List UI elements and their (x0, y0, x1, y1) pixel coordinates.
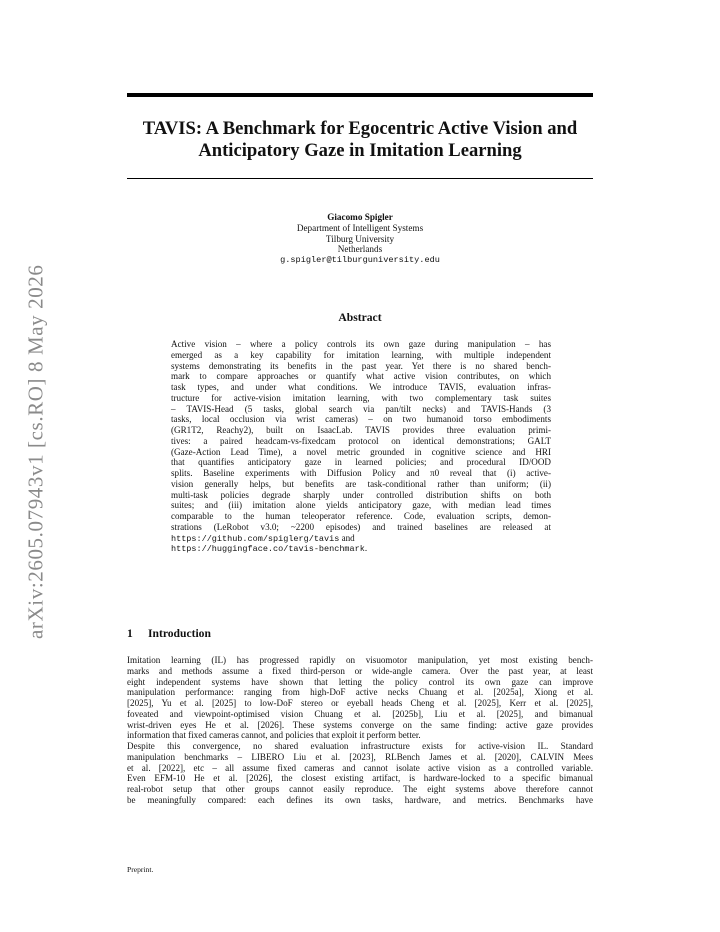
author-university: Tilburg University (325, 233, 395, 244)
paragraph-line: real-robot setup that other groups cannot easily reproduce. The eight systems above therefore cannot (127, 784, 593, 794)
abstract-line: emerged as a key capability for imitation learning, with multiple independent (171, 349, 551, 360)
paragraph-line: [2025], Yu et al. [2025] to low-DoF stereo or eyeball heads Cheng et al. [2025], Kerr et al. [2025], (127, 698, 593, 708)
author-name: Giacomo Spigler (327, 212, 393, 222)
paragraph-line: Even EFM-10 He et al. [2026], the closest existing artifact, is hardware-locked to a specific bimanual (127, 773, 593, 784)
abstract-line: mark to compare approaches or quantify what active vision contributes, on which (171, 371, 551, 382)
abstract-line: that quantifies anticipatory gaze in learned policies; and procedural ID/OOD (171, 457, 551, 468)
paragraph-line: et al. [2022], etc – all assume fixed cameras and cannot isolate active vision as a controlled variable. (127, 762, 593, 773)
abstract-line: suites; and (iii) imitation alone yields anticipatory gaze, with median lead times (171, 500, 551, 511)
title-bottom-rule (127, 178, 593, 179)
title-top-rule (127, 93, 593, 97)
author-block (127, 212, 593, 266)
abstract-body (171, 339, 551, 554)
paragraph-line: wrist-driven eyes He et al. [2026]. These systems converge on the same finding: active gaze provides (127, 719, 593, 730)
abstract-line: comparable to the human teleoperator reference. Code, evaluation scripts, demon- (171, 511, 551, 521)
abstract-line: multi-task policies degrade sharply under controlled distribution shifts on both (171, 489, 551, 500)
abstract-link-line (171, 533, 551, 544)
abstract-line: (GR1T2, Reachy2), built on IsaacLab. TAVIS provides three evaluation primi- (171, 425, 551, 435)
abstract-link-line (171, 543, 551, 554)
link-end: . (364, 543, 368, 554)
author-email[interactable]: g.spigler@tilburguniversity.edu (280, 255, 440, 266)
paragraph-line: Imitation learning (IL) has progressed rapidly on visuomotor manipulation, yet most existing bench- (127, 655, 593, 665)
link-connector: and (339, 532, 355, 543)
abstract-line: systems demonstrating its benefits in the past year. Yet there is no shared bench- (171, 360, 551, 371)
paragraph-line: Despite this convergence, no shared evaluation infrastructure exists for active-vision IL. Standard (127, 741, 593, 751)
abstract-line: splits. Baseline experiments with Diffusion Policy and π0 reveal that (i) active- (171, 468, 551, 478)
paragraph-line: eight independent systems have shown that letting the policy control its own gaze can improve (127, 676, 593, 687)
paragraph-line: marks and methods assume a fixed third-person or wide-angle camera. Over the past year, at least (127, 665, 593, 676)
paragraph-line: be meaningfully compared: each defines its own tasks, hardware, and metrics. Benchmarks have (127, 794, 593, 805)
paper-title (127, 118, 593, 162)
abstract-line: (Gaze-Action Lead Time), a novel metric grounded in cognitive science and HRI (171, 446, 551, 457)
title-line: Anticipatory Gaze in Imitation Learning (198, 140, 522, 161)
paragraph-line: manipulation performance: ranging from high-DoF active necks Chuang et al. [2025a], Xiong et al. (127, 687, 593, 698)
intro-paragraph-2 (127, 741, 593, 806)
author-department: Department of Intelligent Systems (296, 222, 424, 233)
author-country: Netherlands (337, 244, 383, 255)
abstract-heading: Abstract (338, 311, 382, 324)
paragraph-line: information that fixed cameras cannot, and policies that exploit it perform better. (127, 730, 421, 741)
abstract-line: tasks, local occlusion via wrist cameras) – on two humanoid torso embodiments (171, 414, 551, 425)
paragraph-line: foveated and viewpoint-optimised vision Chuang et al. [2025b], Liu et al. [2025], and bimanual (127, 708, 593, 719)
arxiv-identifier: arXiv:2605.07943v1 [cs.RO] 8 May 2026 (23, 264, 48, 640)
abstract-line: – TAVIS-Head (5 tasks, global search via pan/tilt necks) and TAVIS-Hands (3 (171, 403, 551, 414)
abstract-line: tructure for active-vision imitation learning, with two complementary task suites (171, 392, 551, 403)
huggingface-link[interactable]: https://huggingface.co/tavis-benchmark (171, 544, 365, 555)
abstract-line: vision generally helps, but benefits are task-conditional rather than uniform; (ii) (171, 478, 551, 489)
abstract-line: Active vision – where a policy controls its own gaze during manipulation – has (171, 339, 551, 349)
section-heading-introduction (127, 627, 593, 640)
abstract-line: tives: a paired headcam-vs-fixedcam protocol on identical demonstrations; GALT (171, 435, 551, 446)
section-title: Introduction (148, 627, 211, 640)
title-line: TAVIS: A Benchmark for Egocentric Active Vision and (142, 118, 578, 139)
paragraph-line: manipulation benchmarks – LIBERO Liu et al. [2023], RLBench James et al. [2020], CALVIN Mees (127, 751, 593, 762)
intro-paragraph-1 (127, 655, 593, 741)
section-number: 1 (127, 627, 133, 640)
abstract-line: task types, and under what conditions. We introduce TAVIS, evaluation infras- (171, 382, 551, 392)
preprint-footer: Preprint. (127, 865, 154, 874)
github-link[interactable]: https://github.com/spiglerg/tavis (171, 533, 340, 544)
abstract-line: strations (LeRobot v3.0; ~2200 episodes) and trained baselines are released at (171, 521, 551, 532)
